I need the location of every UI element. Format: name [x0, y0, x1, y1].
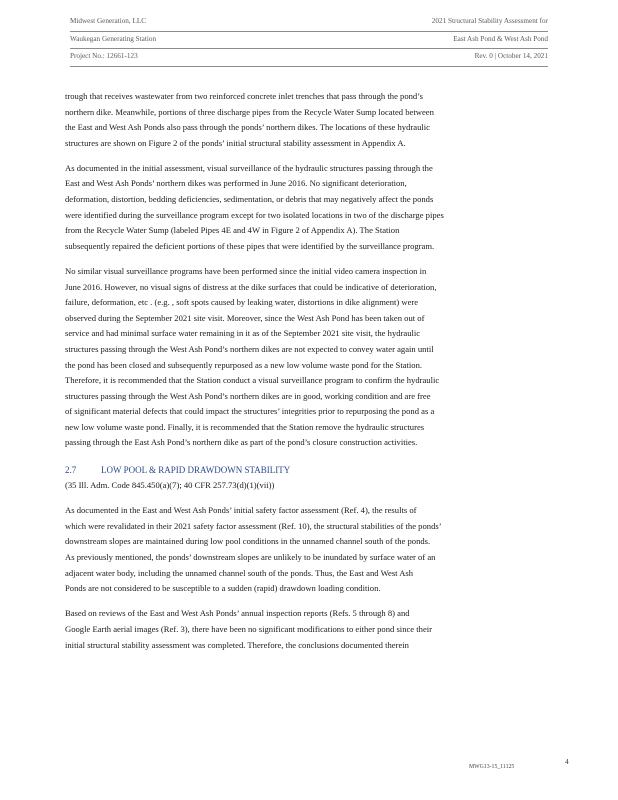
header-row-2 [70, 32, 548, 47]
text-line: of significant material defects that could impact the structures’ integrities prior to repurposing the pond as a [65, 406, 435, 417]
text-line: Therefore, it is recommended that the Station conduct a visual surveillance program to confirm the hydraulic [65, 375, 440, 386]
text-line: which were revalidated in their 2021 safety factor assessment (Ref. 10), the structural stabilities of the ponds’ [65, 520, 442, 531]
text-line: downstream slopes are maintained during low pool conditions in the unnamed channel south of the ponds. [65, 536, 431, 547]
page-number: 4 [565, 757, 569, 766]
page-header [70, 14, 548, 67]
text-line: deformation, distortion, bedding deficiencies, sedimentation, or debris that may negatively affect the ponds [65, 194, 434, 205]
text-line: East and West Ash Ponds’ northern dikes was performed in June 2016. No significant deterioration, [65, 178, 407, 189]
header-divider [70, 66, 548, 67]
text-line: adjacent water body, including the unnamed channel south of the ponds. Thus, the East and West Ash [65, 567, 414, 578]
text-line: No similar visual surveillance programs have been performed since the initial video camera inspection in [65, 265, 427, 276]
paragraph [65, 503, 549, 597]
text-line: structures passing through the West Ash Pond’s northern dikes are in good, working condition and are free [65, 390, 431, 401]
text-line: failure, deformation, etc . (e.g. , soft spots caused by leaking water, distortions in dike alignment) were [65, 297, 419, 308]
section-title: LOW POOL & RAPID DRAWDOWN STABILITY [101, 464, 291, 475]
text-line: As documented in the East and West Ash Ponds’ initial safety factor assessment (Ref. 4), the results of [65, 505, 417, 516]
section-number: 2.7 [65, 464, 77, 475]
paragraph [65, 161, 549, 255]
paragraph [65, 89, 549, 151]
text-line: structures passing through the West Ash Pond’s northern dikes are not expected to convey water again until [65, 343, 434, 354]
text-line: new low volume waste pond. Finally, it is recommended that the Station remove the hydraulic structures [65, 421, 425, 432]
header-project-number: Project No.: 12661-123 [70, 52, 138, 60]
text-line: observed during the September 2021 site visit. Moreover, since the West Ash Pond has been taken out of [65, 312, 425, 323]
text-line: passing through the East Ash Pond’s northern dike as part of the pond’s closure construction activities. [65, 437, 418, 448]
header-report-title: 2021 Structural Stability Assessment for [431, 17, 548, 25]
text-line: subsequently repaired the deficient portions of these pipes that were identified by the surveillance program. [65, 240, 435, 251]
text-line: Ponds are not considered to be susceptible to a sudden (rapid) drawdown loading condition. [65, 583, 381, 594]
text-line: As documented in the initial assessment, visual surveillance of the hydraulic structures passing through the [65, 162, 433, 173]
text-line: the East and West Ash Ponds also pass through the ponds’ northern dikes. The locations of these hydraulic [65, 122, 430, 133]
text-line: Google Earth aerial images (Ref. 3), there have been no significant modifications to either pond since their [65, 623, 433, 634]
text-line: June 2016. However, no visual signs of distress at the dike surfaces that could be indicative of deterioration, [65, 281, 437, 292]
text-line: structures are shown on Figure 2 of the ponds’ initial structural stability assessment in Appendix A. [65, 137, 406, 148]
paragraph [65, 606, 549, 653]
section-citation: (35 Ill. Adm. Code 845.450(a)(7); 40 CFR 257.73(d)(1)(vii)) [65, 480, 275, 491]
text-line: were identified during the surveillance program except for two isolated locations in two of the discharge pipes [65, 209, 444, 220]
text-line: As previously mentioned, the ponds’ downstream slopes are unlikely to be inundated by surface water of an [65, 552, 436, 563]
text-line: from the Recycle Water Sump (labeled Pipes 4E and 4W in Figure 2 of Appendix A). The Station [65, 225, 400, 236]
header-company: Midwest Generation, LLC [70, 17, 147, 25]
document-body [65, 89, 549, 653]
header-row-3 [70, 49, 548, 64]
text-line: service and had minimal surface water remaining in it as of the September 2021 site visit, the hydraulic [65, 328, 421, 339]
header-ponds: East Ash Pond & West Ash Pond [453, 34, 548, 43]
document-code: MWG13-15_11125 [469, 764, 515, 770]
section-heading [65, 463, 549, 479]
text-line: Based on reviews of the East and West Ash Ponds’ annual inspection reports (Refs. 5 through 8) and [65, 608, 410, 619]
text-line: the pond has been closed and subsequently repurposed as a new low volume waste pond for the Station. [65, 359, 423, 370]
header-row-1 [70, 14, 548, 29]
text-line: trough that receives wastewater from two reinforced concrete inlet trenches that pass through the pond’s [65, 91, 423, 101]
header-station: Waukegan Generating Station [70, 34, 157, 43]
text-line: initial structural stability assessment was completed. Therefore, the conclusions documented therein [65, 639, 409, 650]
header-revision-date: Rev. 0 | October 14, 2021 [474, 52, 548, 60]
text-line: northern dike. Meanwhile, portions of three discharge pipes from the Recycle Water Sump located between [65, 106, 434, 117]
paragraph [65, 264, 549, 451]
